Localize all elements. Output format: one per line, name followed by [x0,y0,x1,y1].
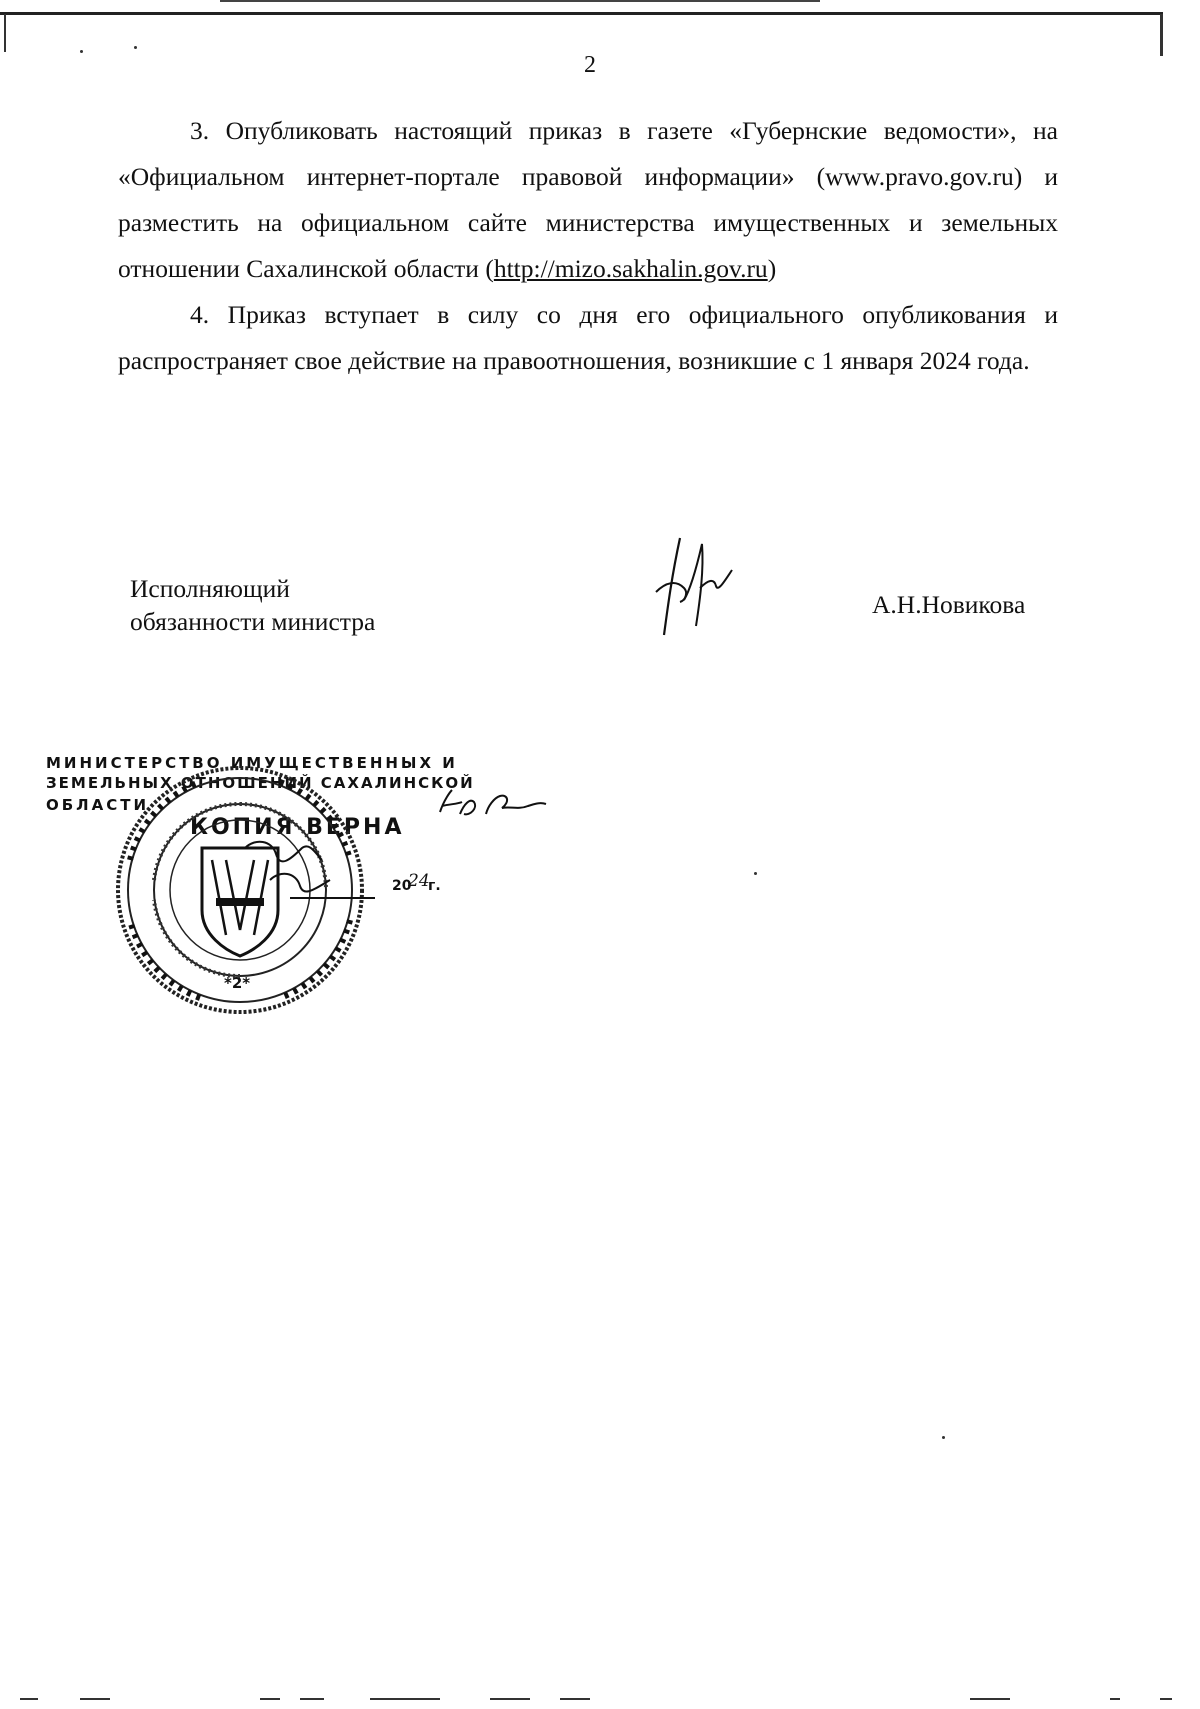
stamp-header-line2: ЗЕМЕЛЬНЫХ ОТНОШЕНИЙ САХАЛИНСКОЙ [46,774,475,792]
handwritten-signature [650,530,780,640]
stamp-header-line3: ОБЛАСТИ [46,796,150,814]
stamp-copy-certified: КОПИЯ ВЕРНА [190,815,405,840]
paragraph-3-closing: ) [767,254,777,283]
paragraph-3-text: 3. Опубликовать настоящий приказ в газете «Губернские ведомости», на «Официальном интернет-портале правовой информации» (www.pravo.gov.ru) и разместить на официальном сайте министерства имущественных и земельных отношении Сахалинской области ( [118,116,1058,283]
paragraph-3 [118,108,1058,292]
seal-center-number: *2* [224,974,251,992]
stamp-header-line1: МИНИСТЕРСТВО ИМУЩЕСТВЕННЫХ И [46,754,458,772]
stamp-year-suffix: 24 [408,871,430,891]
document-body [118,108,1058,384]
stamp-year-prefix: 20 [392,878,412,894]
scan-border-top [0,12,1163,15]
signatory-role-line1: Исполняющий [130,574,290,603]
page-number: 2 [584,52,596,78]
handwritten-certifier-name [245,842,322,862]
signatory-role-line2: обязанности министра [130,607,376,636]
scan-speck [942,1436,945,1439]
handwritten-initials [440,790,546,814]
scan-speck [80,50,83,53]
scan-speck [754,872,757,875]
signatory-name: А.Н.Новикова [872,590,1026,619]
ministry-website-link[interactable]: http://mizo.sakhalin.gov.ru [493,254,768,283]
official-seal-and-certification-stamp [40,730,560,1030]
paragraph-4: 4. Приказ вступает в силу со дня его официального опубликования и распространяет свое действие на правоотношения, возникшие с 1 января 2024 года. [118,300,1058,375]
scan-bottom-edge [0,1698,1200,1704]
scan-edge-line [220,0,820,2]
scan-border-right [1160,14,1163,56]
stamp-year-g: г. [428,878,441,894]
round-seal [118,768,362,1012]
scan-speck [134,46,137,49]
signatory-role [130,572,375,638]
scan-border-left [4,14,6,52]
